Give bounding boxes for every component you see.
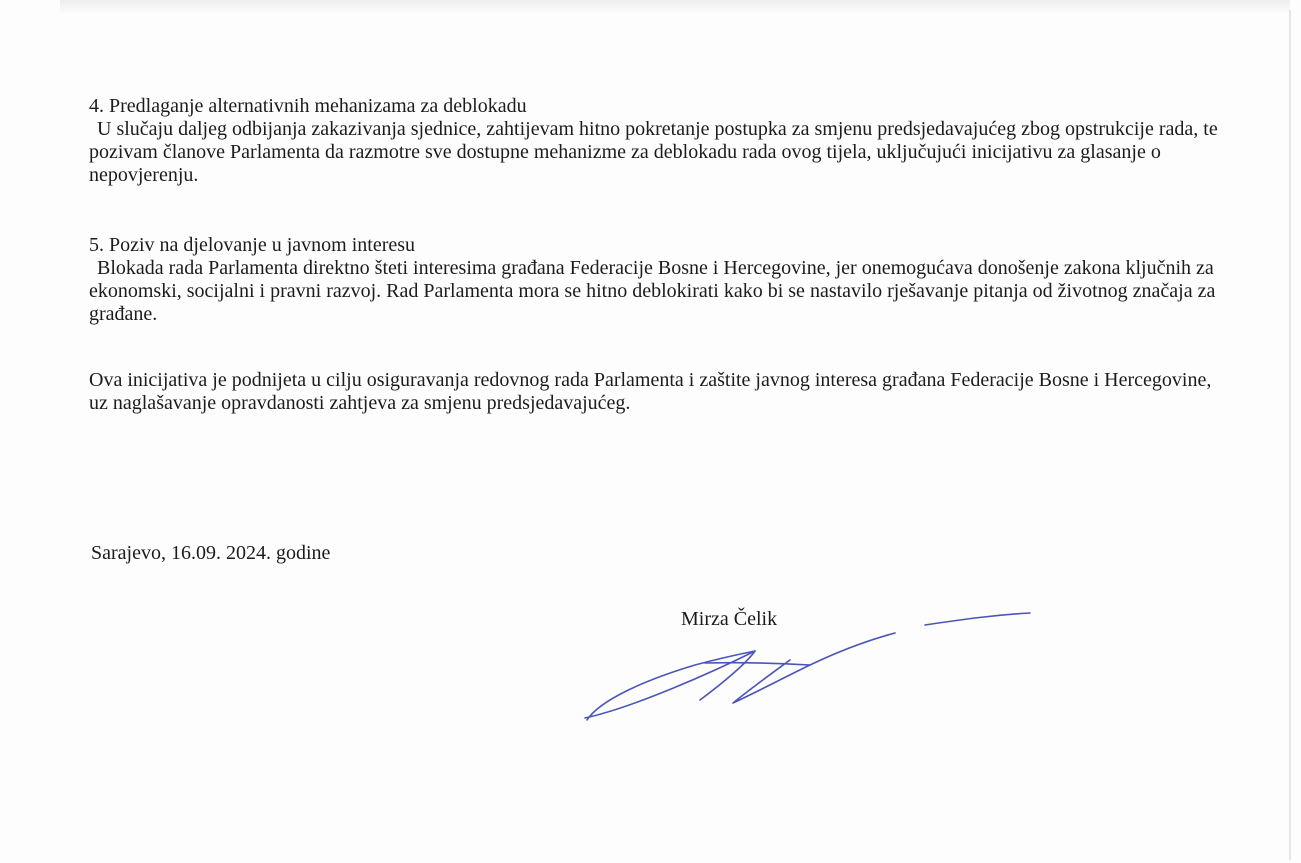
section-4 [89, 95, 1229, 187]
place-date: Sarajevo, 16.09. 2024. godine [91, 542, 331, 564]
section-4-body: U slučaju daljeg odbijanja zakazivanja sjednice, zahtijevam hitno pokretanje postupka za smjenu predsjedavajućeg zbog opstrukcije rada, te pozivam članove Parlamenta da razmotre sve dostupne mehanizme za deblokadu rada ovog tijela, uključujući inicijativu za glasanje o nepovjerenju. [89, 118, 1218, 186]
section-5-heading: 5. Poziv na djelovanje u javnom interesu [89, 234, 416, 256]
section-5 [89, 234, 1229, 326]
signatory-name: Mirza Čelik [681, 608, 778, 630]
section-5-body: Blokada rada Parlamenta direktno šteti interesima građana Federacije Bosne i Hercegovine, jer onemogućava donošenje zakona ključnih za ekonomski, socijalni i pravni razvoj. Rad Parlamenta mora se hitno deblokirati kako bi se nastavilo rješavanje pitanja od životnog značaja za građane. [89, 257, 1216, 325]
closing-paragraph [89, 369, 1229, 415]
section-4-heading: 4. Predlaganje alternativnih mehanizama za deblokadu [89, 95, 527, 117]
scan-top-shadow [60, 0, 1290, 14]
scan-right-edge [1289, 10, 1291, 860]
closing-text: Ova inicijativa je podnijeta u cilju osiguravanja redovnog rada Parlamenta i zaštite javnog interesa građana Federacije Bosne i Hercegovine, uz naglašavanje opravdanosti zahtjeva za smjenu predsjedavajućeg. [89, 369, 1212, 414]
handwritten-signature [575, 605, 1045, 735]
